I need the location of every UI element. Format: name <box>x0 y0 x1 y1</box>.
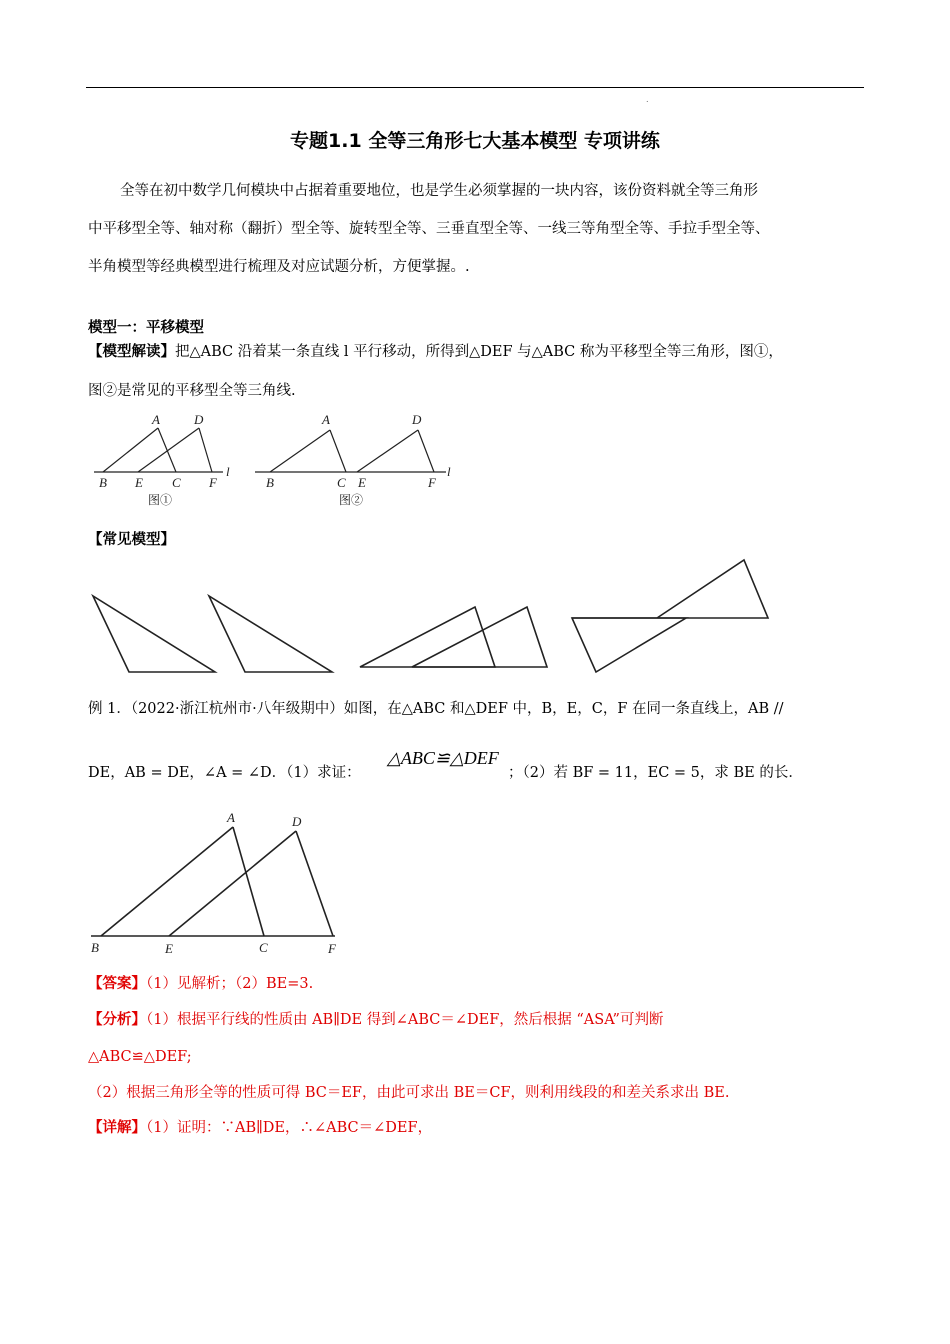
ex-fig-label-c: C <box>259 940 268 955</box>
model1-explain-line-2: 图②是常见的平移型全等三角线. <box>88 383 296 399</box>
analysis-line-2: △ABC≌△DEF; <box>88 1049 192 1065</box>
detail-line-1 <box>88 1118 868 1138</box>
example1-line-2b: ；（2）若 BF = 11，EC = 5，求 BE 的长． <box>508 765 803 781</box>
fig1-caption: 图① <box>148 493 173 507</box>
fig2-label-c: C <box>337 475 346 490</box>
fig1-label-a: A <box>152 412 160 427</box>
intro-line-1: 全等在初中数学几何模块中占据着重要地位，也是学生必须掌握的一块内容，该份资料就全等三角形 <box>120 183 758 199</box>
answer-label: 【答案】 <box>88 976 146 992</box>
fig2-label-b: B <box>266 475 274 490</box>
answer-line <box>88 974 868 994</box>
fig2-label-e: E <box>358 475 366 490</box>
fig2-label-f: F <box>428 475 436 490</box>
analysis-line-1 <box>88 1010 868 1030</box>
header-rule <box>86 87 864 88</box>
answer-text: （1）见解析；（2）BE=3. <box>146 976 314 992</box>
example1-line-1: 例 1．（2022·浙江杭州市·八年级期中）如图，在△ABC 和△DEF 中，B，E，C，F 在同一条直线上，AB // <box>88 701 784 717</box>
fig1-label-f: F <box>209 475 217 490</box>
ex-fig-label-a: A <box>227 810 235 825</box>
fig1-label-c: C <box>172 475 181 490</box>
example1-figure <box>86 805 366 965</box>
model1-explain-text: 把△ABC 沿着某一条直线 l 平行移动，所得到△DEF 与△ABC 称为平移型全等三角形，图①， <box>175 344 783 360</box>
header-dot: . <box>646 95 649 104</box>
model1-explain-label: 【模型解读】 <box>88 344 175 360</box>
fig2-label-a: A <box>322 412 330 427</box>
model1-heading: 模型一：平移模型 <box>88 320 204 336</box>
ex-fig-label-f: F <box>328 941 336 956</box>
intro-line-2: 中平移型全等、轴对称（翻折）型全等、旋转型全等、三垂直型全等、一线三等角型全等、手拉手型全等、 <box>88 221 770 237</box>
analysis-label: 【分析】 <box>88 1012 146 1028</box>
ex-fig-label-e: E <box>165 941 173 956</box>
common-models-label: 【常见模型】 <box>88 532 175 548</box>
page-title: 专题1.1 全等三角形七大基本模型 专项讲练 <box>290 130 660 152</box>
example1-line-2a: DE，AB = DE，∠A = ∠D．（1）求证： <box>88 765 361 781</box>
figure-1 <box>86 408 246 508</box>
fig2-label-l: l <box>447 464 451 479</box>
analysis-line-3: （2）根据三角形全等的性质可得 BC＝EF，由此可求出 BE＝CF，则利用线段的和差关系求出 BE. <box>88 1085 730 1101</box>
intro-line-3: 半角模型等经典模型进行梳理及对应试题分析，方便掌握。. <box>88 259 470 275</box>
example1-formula: △ABC≌△DEF <box>387 748 499 768</box>
fig1-label-b: B <box>99 475 107 490</box>
fig1-label-l: l <box>226 464 230 479</box>
detail-text-1: （1）证明：∵AB∥DE，∴∠ABC＝∠DEF， <box>146 1120 433 1136</box>
ex-fig-label-b: B <box>91 940 99 955</box>
detail-label: 【详解】 <box>88 1120 146 1136</box>
fig2-label-d: D <box>412 412 422 427</box>
ex-fig-label-d: D <box>292 814 302 829</box>
analysis-text-1: （1）根据平行线的性质由 AB∥DE 得到∠ABC＝∠DEF，然后根据 “ASA”可判断 <box>146 1012 664 1028</box>
fig2-caption: 图② <box>339 493 364 507</box>
fig1-label-d: D <box>194 412 204 427</box>
fig1-label-e: E <box>135 475 143 490</box>
common-models-figure <box>86 555 786 680</box>
model1-explain-line-1 <box>88 342 868 362</box>
figure-2 <box>250 408 460 508</box>
